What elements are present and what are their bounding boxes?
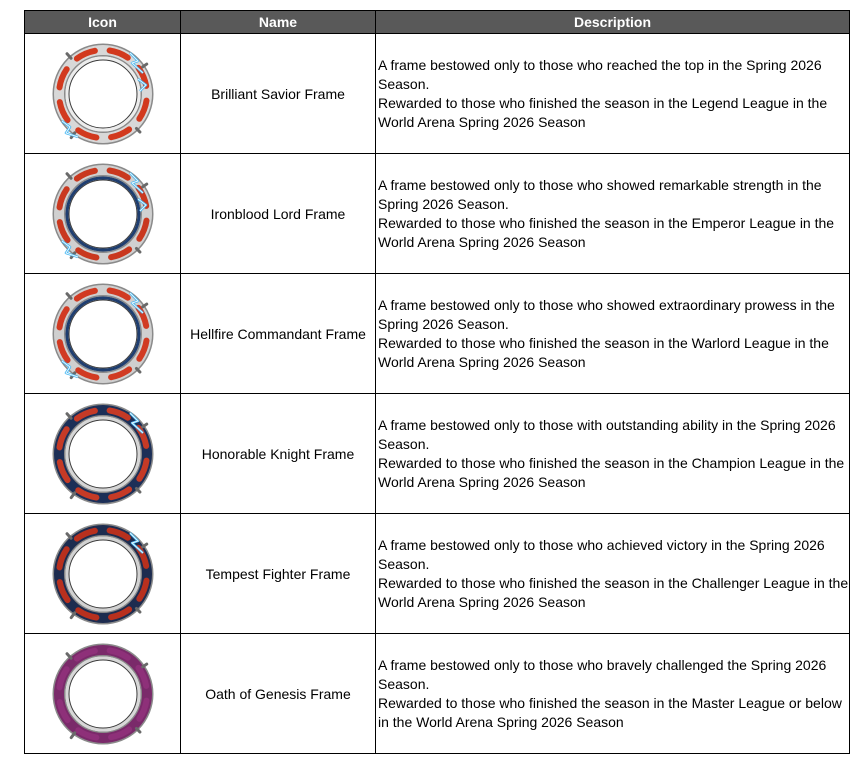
honorable-knight-frame-icon (48, 399, 158, 509)
frame-name: Oath of Genesis Frame (181, 634, 376, 754)
table-row (25, 274, 850, 394)
description-line: A frame bestowed only to those who showed remarkable strength in the Spring 2026 Season. (378, 176, 822, 212)
table-header-row (25, 11, 850, 34)
icon-cell (25, 394, 181, 514)
ironblood-lord-frame-icon (48, 159, 158, 269)
icon-cell (25, 514, 181, 634)
frame-description (376, 514, 850, 634)
description-line: Rewarded to those who finished the season in the Master League or below in the World Arena Spring 2026 Season (378, 694, 842, 730)
oath-of-genesis-frame-icon (48, 639, 158, 749)
description-line: A frame bestowed only to those who bravely challenged the Spring 2026 Season. (378, 656, 827, 692)
description-line: A frame bestowed only to those who showed extraordinary prowess in the Spring 2026 Season. (378, 296, 835, 332)
frame-name: Hellfire Commandant Frame (181, 274, 376, 394)
column-header-name: Name (181, 11, 376, 34)
description-line: A frame bestowed only to those with outstanding ability in the Spring 2026 Season. (378, 416, 836, 452)
table-row (25, 34, 850, 154)
table-row (25, 514, 850, 634)
frame-description (376, 34, 850, 154)
frame-rewards-table (24, 10, 850, 754)
frame-name: Brilliant Savior Frame (181, 34, 376, 154)
description-line: A frame bestowed only to those who reached the top in the Spring 2026 Season. (378, 56, 822, 92)
table-row (25, 394, 850, 514)
frame-name: Tempest Fighter Frame (181, 514, 376, 634)
description-line: Rewarded to those who finished the season in the Champion League in the World Arena Spring 2026 Season (378, 454, 845, 490)
description-line: Rewarded to those who finished the season in the Warlord League in the World Arena Spring 2026 Season (378, 334, 829, 370)
frame-description (376, 274, 850, 394)
frame-name: Ironblood Lord Frame (181, 154, 376, 274)
hellfire-commandant-frame-icon (48, 279, 158, 389)
frame-name: Honorable Knight Frame (181, 394, 376, 514)
column-header-description: Description (376, 11, 850, 34)
frame-description (376, 154, 850, 274)
frame-description (376, 634, 850, 754)
table-row (25, 154, 850, 274)
icon-cell (25, 34, 181, 154)
description-line: Rewarded to those who finished the season in the Challenger League in the World Arena Spring 2026 Season (378, 574, 849, 610)
description-line: Rewarded to those who finished the season in the Legend League in the World Arena Spring 2026 Season (378, 94, 828, 130)
table-row (25, 634, 850, 754)
icon-cell (25, 154, 181, 274)
brilliant-savior-frame-icon (48, 39, 158, 149)
icon-cell (25, 274, 181, 394)
frame-description (376, 394, 850, 514)
tempest-fighter-frame-icon (48, 519, 158, 629)
description-line: Rewarded to those who finished the season in the Emperor League in the World Arena Spring 2026 Season (378, 214, 835, 250)
column-header-icon: Icon (25, 11, 181, 34)
icon-cell (25, 634, 181, 754)
description-line: A frame bestowed only to those who achieved victory in the Spring 2026 Season. (378, 536, 825, 572)
